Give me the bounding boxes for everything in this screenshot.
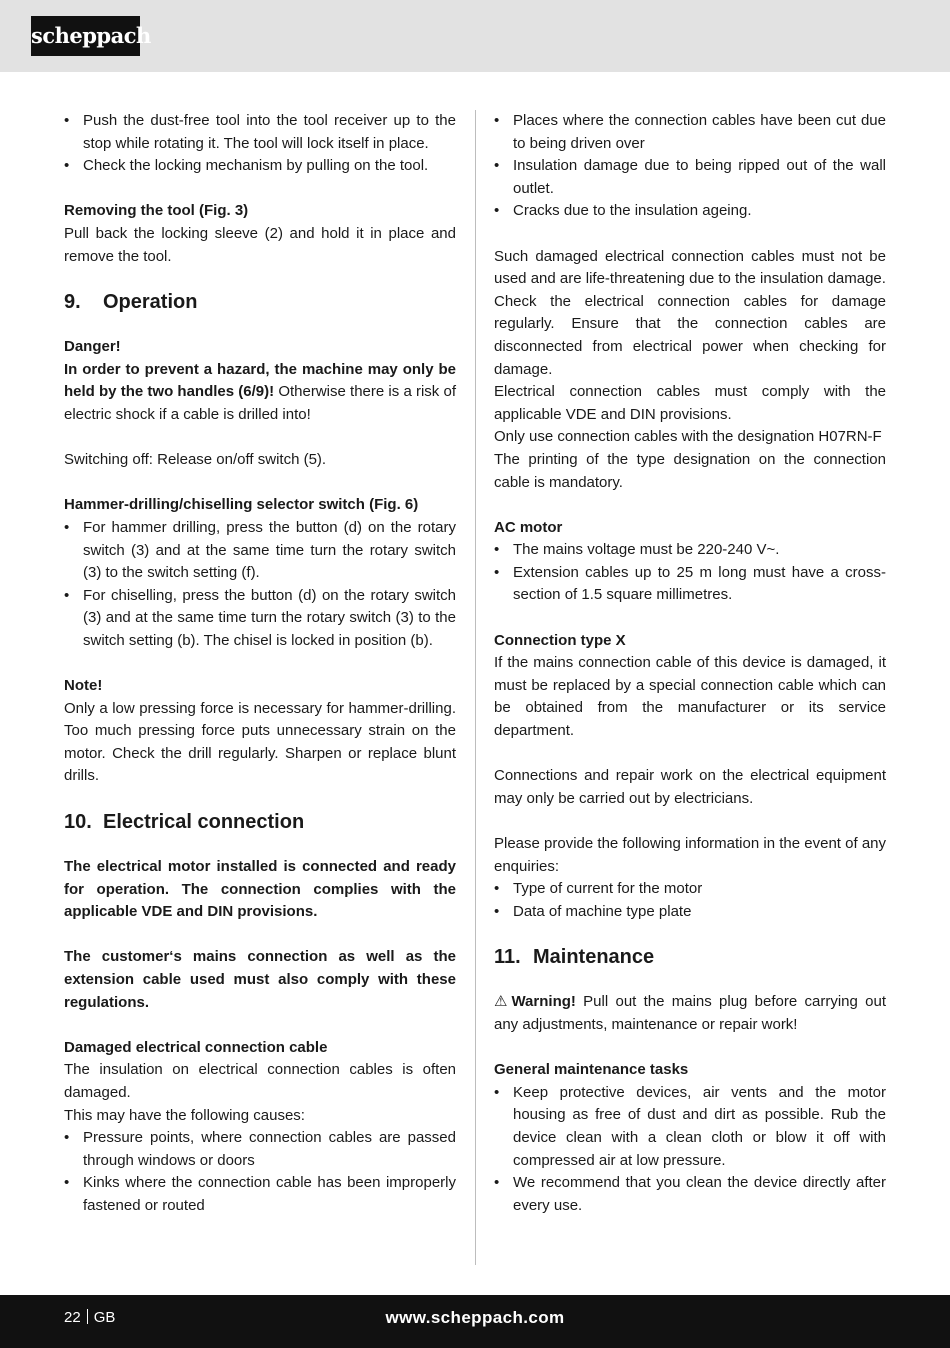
body-paragraph: The printing of the type designation on the connection cable is mandatory.: [494, 450, 886, 491]
section-number: 11.: [494, 946, 521, 969]
damage-causes-list: [494, 110, 886, 223]
brand-logo: scheppach: [31, 16, 140, 56]
danger-label: Danger!: [64, 338, 121, 356]
section-title: Operation: [103, 291, 198, 314]
section-number: 10.: [64, 811, 92, 834]
list-item: • Kinks where the connection cable has been improperly fastened or routed: [64, 1172, 456, 1217]
list-item: • Push the dust-free tool into the tool receiver up to the stop while rotating it. The tool will lock itself in place.: [64, 110, 456, 155]
list-item: • Data of machine type plate: [494, 901, 886, 924]
warning-triangle-icon: ⚠: [494, 993, 508, 1011]
repair-text: Connections and repair work on the electrical equipment may only be carried out by electricians.: [494, 767, 886, 807]
list-item: • Pressure points, where connection cables are passed through windows or doors: [64, 1127, 456, 1172]
list-item: • Extension cables up to 25 m long must have a cross-section of 1.5 square millimetres.: [494, 562, 886, 607]
list-item: • The mains voltage must be 220-240 V~.: [494, 539, 886, 562]
general-maintenance-heading: General maintenance tasks: [494, 1061, 689, 1079]
damaged-cable-causes-intro: This may have the following causes:: [64, 1106, 305, 1124]
warning-paragraph: [494, 991, 886, 1036]
page-number-value: 22: [64, 1309, 81, 1326]
removing-tool-text: Pull back the locking sleeve (2) and hold it in place and remove the tool.: [64, 224, 456, 265]
connection-type-text: If the mains connection cable of this device is damaged, it must be replaced by a special connection cable which can be obtained from the manufacturer or its service department.: [494, 654, 886, 740]
selector-switch-heading: Hammer-drilling/chiselling selector switch (Fig. 6): [64, 496, 419, 514]
danger-rest-text: Otherwise there is a risk of electric shock if a cable is drilled into!: [64, 383, 456, 423]
list-item: • For hammer drilling, press the button (d) on the rotary switch (3) and at the same time turn the rotary switch (3) to the switch setting (f).: [64, 517, 456, 585]
website-link[interactable]: www.scheppach.com: [385, 1308, 565, 1327]
list-item: • Keep protective devices, air vents and the motor housing as free of dust and dirt as possible. Rub the device clean with a clean cloth or blow it off with compressed air at low pressure.: [494, 1082, 886, 1172]
list-item: • Check the locking mechanism by pulling on the tool.: [64, 155, 456, 178]
note-text: Only a low pressing force is necessary for hammer-drilling. Too much pressing force puts unnecessary strain on the motor. Check the drill regularly. Sharpen or replace blunt drills.: [64, 699, 456, 785]
removing-tool-heading: Removing the tool (Fig. 3): [64, 202, 249, 220]
section-heading-maintenance: [494, 944, 886, 970]
danger-bold-text: In order to prevent a hazard, the machine may only be held by the two handles (6/9)!: [64, 360, 456, 401]
list-item: • We recommend that you clean the device directly after every use.: [494, 1172, 886, 1217]
ac-motor-list: [494, 539, 886, 607]
section-title: Maintenance: [533, 946, 655, 969]
section-title: Electrical connection: [103, 811, 305, 834]
list-item: • Places where the connection cables have been cut due to being driven over: [494, 110, 886, 155]
danger-text: [64, 359, 456, 427]
body-paragraph: Electrical connection cables must comply with the applicable VDE and DIN provisions.: [494, 383, 886, 423]
warning-text: Pull out the mains plug before carrying out any adjustments, maintenance or repair work!: [494, 993, 886, 1033]
body-paragraph: Such damaged electrical connection cables must not be used and are life-threatening due to the insulation damage.: [494, 247, 886, 288]
selector-switch-list: [64, 517, 456, 653]
body-paragraph: Only use connection cables with the designation H07RN-F: [494, 428, 882, 446]
electrical-bold-paragraph: The electrical motor installed is connected and ready for operation. The connection complies with the applicable VDE and DIN provisions.: [64, 858, 456, 921]
page-footer: [0, 1295, 950, 1348]
list-item: • For chiselling, press the button (d) on the rotary switch (3) and at the same time turn the rotary switch (3) to the switch setting (b). The chisel is locked in position (b).: [64, 585, 456, 653]
general-maintenance-list: [494, 1082, 886, 1218]
right-column: [494, 110, 886, 1217]
enquiry-text: Please provide the following information in the event of any enquiries:: [494, 835, 886, 875]
note-label: Note!: [64, 677, 103, 695]
damaged-cable-causes-list: [64, 1127, 456, 1217]
damaged-cable-text: The insulation on electrical connection cables is often damaged.: [64, 1061, 456, 1101]
section-heading-electrical: [64, 809, 456, 835]
electrical-bold-paragraph: The customer‘s mains connection as well as the extension cable used must also comply with these regulations.: [64, 948, 456, 1011]
page-header: [0, 0, 950, 72]
section-number: 9.: [64, 291, 81, 314]
body-paragraph: Check the electrical connection cables for damage regularly. Ensure that the connection cables are disconnected from electrical power when checking for damage.: [494, 292, 886, 378]
warning-label: Warning!: [511, 993, 576, 1011]
ac-motor-heading: AC motor: [494, 518, 563, 536]
language-code: GB: [93, 1309, 116, 1326]
list-item: • Cracks due to the insulation ageing.: [494, 200, 886, 223]
list-item: • Insulation damage due to being ripped out of the wall outlet.: [494, 155, 886, 200]
list-item: • Type of current for the motor: [494, 878, 886, 901]
left-column: [64, 110, 456, 1218]
tool-insert-list: [64, 110, 456, 178]
damaged-cable-heading: Damaged electrical connection cable: [64, 1038, 328, 1056]
enquiry-list: [494, 878, 886, 923]
switch-off-text: Switching off: Release on/off switch (5).: [64, 451, 327, 469]
connection-type-heading: Connection type X: [494, 631, 626, 649]
column-divider: [475, 110, 476, 1265]
section-heading-operation: [64, 289, 456, 315]
